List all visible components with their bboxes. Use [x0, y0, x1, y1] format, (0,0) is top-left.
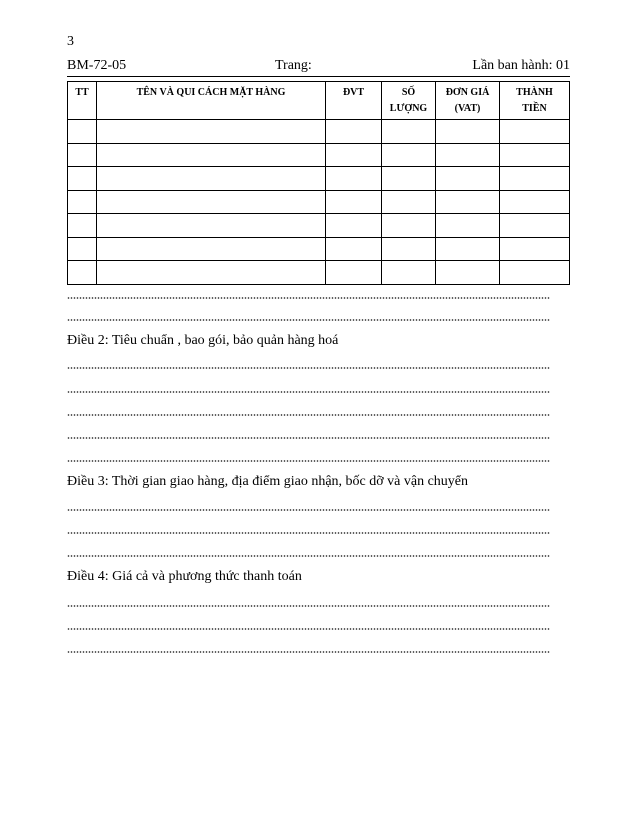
- table-cell[interactable]: [382, 190, 436, 214]
- table-cell[interactable]: [97, 120, 326, 144]
- table-cell[interactable]: [326, 120, 382, 144]
- form-code: BM-72-05: [67, 58, 127, 73]
- fill-line[interactable]: [67, 460, 550, 462]
- table-cell[interactable]: [97, 190, 326, 214]
- table-cell[interactable]: [436, 214, 500, 238]
- table-cell[interactable]: [97, 261, 326, 285]
- col-header-tt: TT: [68, 82, 97, 120]
- col-header-item-name: TÊN VÀ QUI CÁCH MẶT HÀNG: [97, 82, 326, 120]
- fill-line[interactable]: [67, 391, 550, 393]
- fill-line[interactable]: [67, 532, 550, 534]
- table-row: [68, 261, 570, 285]
- table-cell[interactable]: [500, 261, 570, 285]
- table-cell[interactable]: [500, 237, 570, 261]
- col-header-unit: ĐVT: [326, 82, 382, 120]
- table-row: [68, 143, 570, 167]
- table-cell[interactable]: [97, 214, 326, 238]
- table-cell[interactable]: [436, 190, 500, 214]
- table-cell[interactable]: [382, 261, 436, 285]
- fill-line[interactable]: [67, 555, 550, 557]
- page-number: 3: [67, 34, 74, 49]
- table-cell[interactable]: [97, 143, 326, 167]
- col-header-quantity: SỐ LƯỢNG: [382, 82, 436, 120]
- fill-line[interactable]: [67, 414, 550, 416]
- table-cell[interactable]: [97, 237, 326, 261]
- table-cell[interactable]: [382, 167, 436, 191]
- page-label: Trang:: [275, 58, 312, 73]
- table-cell[interactable]: [68, 190, 97, 214]
- table-row: [68, 167, 570, 191]
- table-row: [68, 120, 570, 144]
- table-row: [68, 190, 570, 214]
- table-cell[interactable]: [500, 143, 570, 167]
- table-cell[interactable]: [436, 143, 500, 167]
- fill-line[interactable]: [67, 437, 550, 439]
- table-cell[interactable]: [68, 261, 97, 285]
- fill-line[interactable]: [67, 509, 550, 511]
- fill-line[interactable]: [67, 319, 550, 321]
- table-cell[interactable]: [382, 214, 436, 238]
- table-cell[interactable]: [97, 167, 326, 191]
- table-cell[interactable]: [500, 190, 570, 214]
- table-cell[interactable]: [68, 143, 97, 167]
- section-heading-dieu-2: Điều 2: Tiêu chuẩn , bao gói, bảo quản hàng hoá: [67, 333, 339, 348]
- table-row: [68, 237, 570, 261]
- table-cell[interactable]: [326, 143, 382, 167]
- table-cell[interactable]: [500, 214, 570, 238]
- issue-number: Lần ban hành: 01: [472, 58, 570, 73]
- table-cell[interactable]: [68, 120, 97, 144]
- table-cell[interactable]: [382, 120, 436, 144]
- table-cell[interactable]: [500, 167, 570, 191]
- table-cell[interactable]: [436, 120, 500, 144]
- table-cell[interactable]: [326, 261, 382, 285]
- fill-line[interactable]: [67, 628, 550, 630]
- table-cell[interactable]: [68, 214, 97, 238]
- section-heading-dieu-3: Điều 3: Thời gian giao hàng, địa điểm giao nhận, bốc dỡ và vận chuyển: [67, 474, 469, 489]
- table-cell[interactable]: [326, 190, 382, 214]
- table-cell[interactable]: [68, 237, 97, 261]
- table-cell[interactable]: [326, 167, 382, 191]
- table-cell[interactable]: [326, 237, 382, 261]
- goods-table: [67, 81, 570, 285]
- table-cell[interactable]: [436, 167, 500, 191]
- table-cell[interactable]: [326, 214, 382, 238]
- table-cell[interactable]: [436, 237, 500, 261]
- table-header-row: [68, 82, 570, 120]
- fill-line[interactable]: [67, 651, 550, 653]
- table-cell[interactable]: [382, 237, 436, 261]
- table-row: [68, 214, 570, 238]
- document-header: [67, 56, 570, 77]
- fill-line[interactable]: [67, 605, 550, 607]
- table-cell[interactable]: [436, 261, 500, 285]
- fill-line[interactable]: [67, 367, 550, 369]
- section-heading-dieu-4: Điều 4: Giá cả và phương thức thanh toán: [67, 569, 302, 584]
- col-header-total: THÀNH TIỀN: [500, 82, 570, 120]
- table-cell[interactable]: [68, 167, 97, 191]
- table-cell[interactable]: [382, 143, 436, 167]
- col-header-unit-price: ĐƠN GIÁ (VAT): [436, 82, 500, 120]
- fill-line[interactable]: [67, 297, 550, 299]
- table-cell[interactable]: [500, 120, 570, 144]
